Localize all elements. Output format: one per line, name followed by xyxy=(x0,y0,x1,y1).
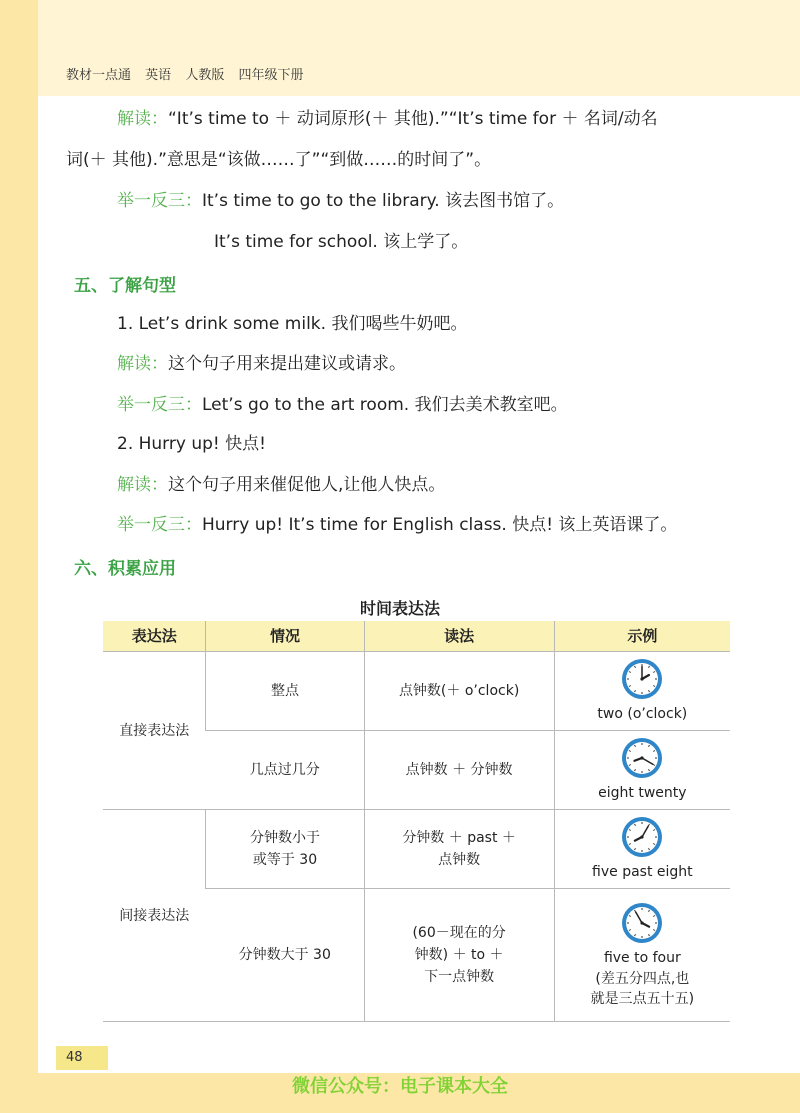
explain-label: 解读： xyxy=(117,109,168,129)
example-note: (差五分四点,也 xyxy=(595,971,690,987)
example-text: Let’s go to the art room. 我们去美术教室吧。 xyxy=(202,395,568,415)
example-reading: five past eight xyxy=(592,864,693,880)
table-header-row xyxy=(103,621,730,652)
header-example: 示例 xyxy=(554,621,730,652)
example-line-2: It’s time for school. 该上学了。 xyxy=(214,232,469,252)
method-direct: 直接表达法 xyxy=(103,652,206,810)
example-cell xyxy=(554,652,730,731)
header-method: 表达法 xyxy=(103,621,206,652)
section-5-heading: 五、了解句型 xyxy=(74,276,176,296)
explain-label: 解读： xyxy=(117,475,168,495)
reading-line: (60－现在的分 xyxy=(412,925,506,941)
sentence-1-explain xyxy=(117,353,406,375)
reading-line: 钟数) ＋ to ＋ xyxy=(414,947,504,963)
example-reading: two (o’clock) xyxy=(597,706,688,722)
example-cell xyxy=(554,889,730,1022)
example-text: It’s time to go to the library. 该去图书馆了。 xyxy=(202,191,565,211)
explain-text: 这个句子用来催促他人,让他人快点。 xyxy=(168,475,446,495)
situation-cell: 整点 xyxy=(206,652,364,731)
clock-icon xyxy=(620,815,664,859)
situation-line: 分钟数小于 xyxy=(249,830,320,846)
reading-cell xyxy=(364,810,554,889)
example-reading: eight twenty xyxy=(598,785,687,801)
running-header xyxy=(66,64,313,83)
explain-text: “It’s time to ＋ 动词原形(＋ 其他).”“It’s time for ＋ 名词/动名 xyxy=(168,109,658,129)
table-row xyxy=(103,810,730,889)
reading-cell xyxy=(364,889,554,1022)
clock-icon xyxy=(620,736,664,780)
section-6-heading: 六、积累应用 xyxy=(74,559,176,579)
example-line-1 xyxy=(117,190,564,212)
situation-cell: 几点过几分 xyxy=(206,731,364,810)
reading-cell: 点钟数 ＋ 分钟数 xyxy=(364,731,554,810)
reading-line: 点钟数 xyxy=(438,852,481,868)
example-label: 举一反三： xyxy=(117,515,202,535)
header-reading: 读法 xyxy=(364,621,554,652)
explain-line-1 xyxy=(117,108,658,130)
clock-icon xyxy=(620,657,664,701)
header-grade: 四年级下册 xyxy=(238,68,304,83)
footer-watermark: 微信公众号：电子课本大全 xyxy=(292,1076,508,1097)
explain-text: 这个句子用来提出建议或请求。 xyxy=(168,354,406,374)
header-edition: 人教版 xyxy=(185,68,225,83)
situation-cell: 分钟数大于 30 xyxy=(206,889,364,1022)
reading-line: 分钟数 ＋ past ＋ xyxy=(402,830,516,846)
header-subject: 英语 xyxy=(145,68,172,83)
example-text: Hurry up! It’s time for English class. 快点! 该上英语课了。 xyxy=(202,515,678,535)
example-note: 就是三点五十五) xyxy=(590,991,695,1007)
example-label: 举一反三： xyxy=(117,191,202,211)
method-indirect: 间接表达法 xyxy=(103,810,206,1022)
example-cell xyxy=(554,810,730,889)
example-label: 举一反三： xyxy=(117,395,202,415)
left-band xyxy=(0,0,38,1113)
clock-icon xyxy=(620,901,664,945)
sentence-2-explain xyxy=(117,474,445,496)
table-title: 时间表达法 xyxy=(359,599,440,618)
reading-cell: 点钟数(＋ o’clock) xyxy=(364,652,554,731)
example-reading: five to four xyxy=(603,950,681,966)
header-situation: 情况 xyxy=(206,621,364,652)
page-number: 48 xyxy=(66,1050,83,1065)
header-book: 教材一点通 xyxy=(66,68,132,83)
situation-line: 或等于 30 xyxy=(252,852,318,868)
time-expression-table xyxy=(103,621,730,1022)
sentence-2: 2. Hurry up! 快点! xyxy=(117,434,266,454)
example-cell xyxy=(554,731,730,810)
table-row xyxy=(103,652,730,731)
reading-line: 下一点钟数 xyxy=(424,969,495,985)
sentence-2-example xyxy=(117,514,677,536)
sentence-1-example xyxy=(117,394,568,416)
situation-cell xyxy=(206,810,364,889)
explain-label: 解读： xyxy=(117,354,168,374)
sentence-1: 1. Let’s drink some milk. 我们喝些牛奶吧。 xyxy=(117,314,468,334)
explain-line-2: 词(＋ 其他).”意思是“该做……了”“到做……的时间了”。 xyxy=(66,150,492,170)
